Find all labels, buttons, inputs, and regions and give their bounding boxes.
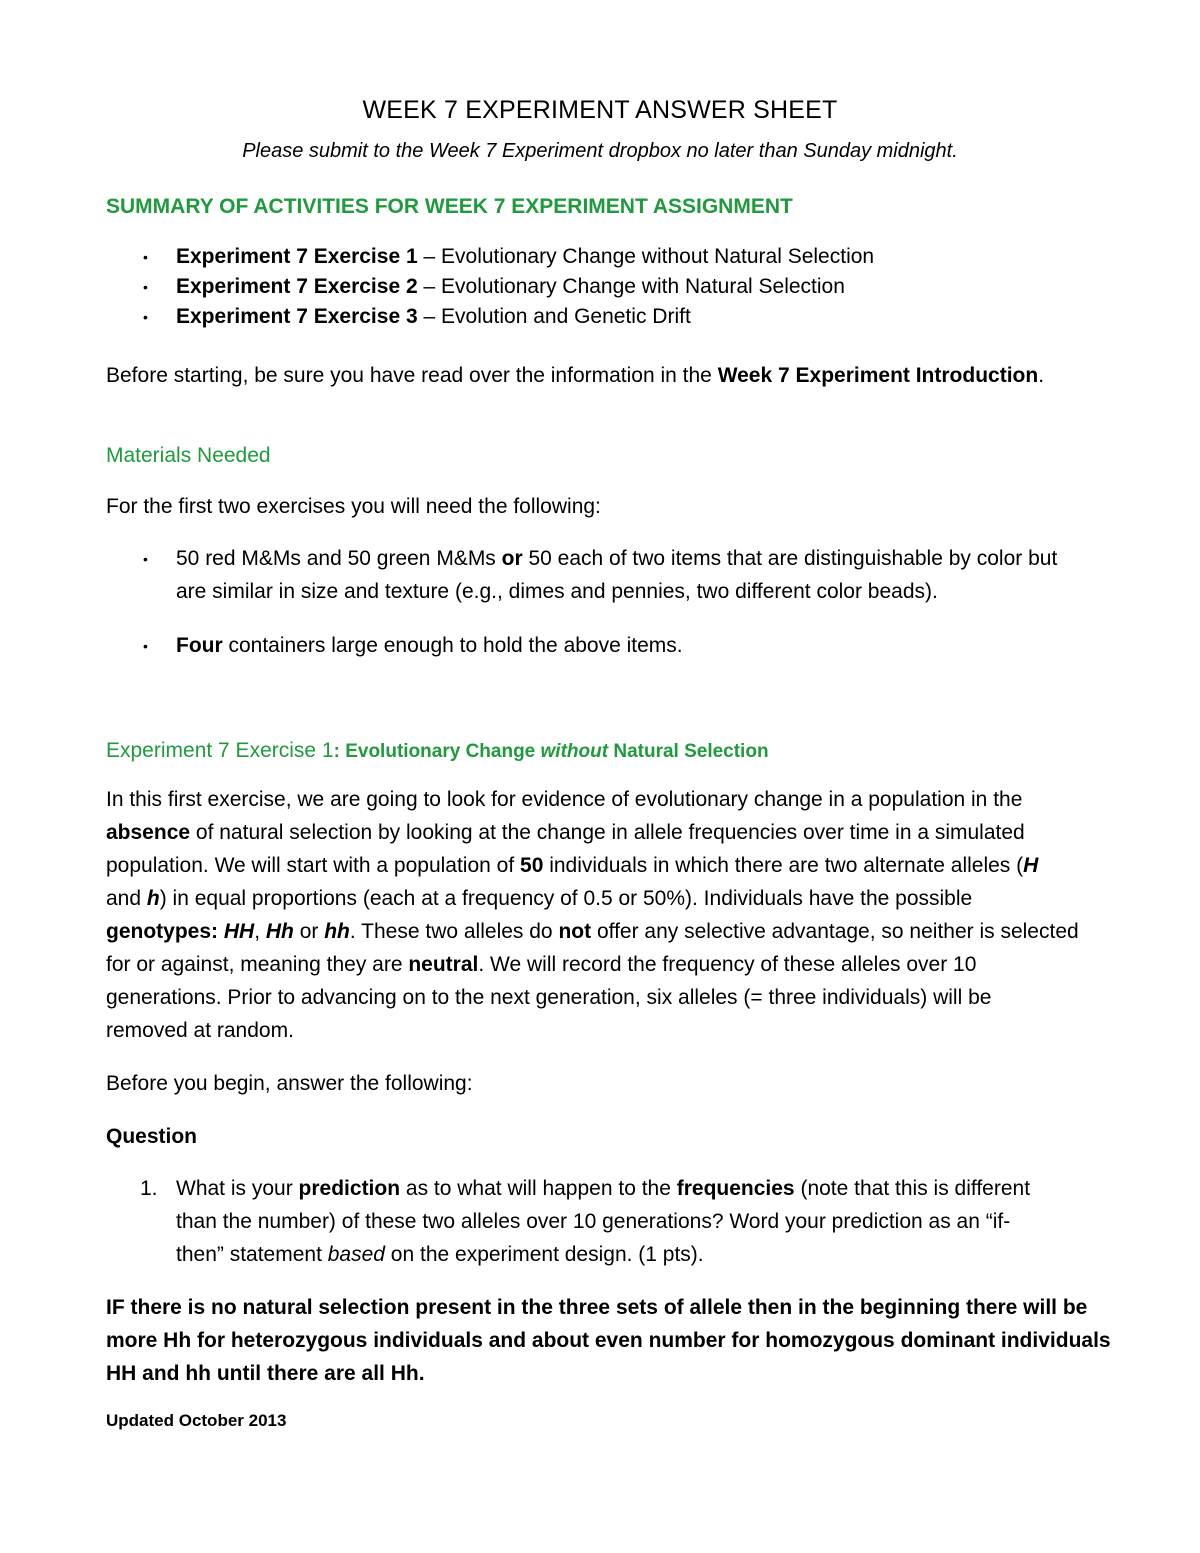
- before-starting-pre: Before starting, be sure you have read over the information in the: [106, 364, 718, 387]
- para-line-5-mid: . These two alleles do: [349, 920, 559, 943]
- para-line-4-post: ) in equal proportions (each at a frequency of 0.5 or 50%). Individuals have the possible: [159, 887, 973, 910]
- materials-item-2-bold: Four: [176, 634, 223, 657]
- summary-item-2: [176, 270, 845, 303]
- population-count: 50: [520, 854, 544, 877]
- materials-item-1-line-1: [176, 542, 1057, 575]
- materials-heading: Materials Needed: [106, 444, 271, 467]
- bullet-icon: •: [143, 309, 148, 325]
- answer-line-2: more Hh for heterozygous individuals and about even number for homozygous dominant individuals: [106, 1329, 1111, 1352]
- exercise-1-para-line-8: removed at random.: [106, 1019, 294, 1042]
- before-starting-link-text: Week 7 Experiment Introduction: [717, 364, 1039, 387]
- summary-item-1-rest: – Evolutionary Change without Natural Selection: [417, 245, 875, 268]
- neutral-bold: neutral: [408, 953, 479, 976]
- materials-item-1-or: or: [501, 547, 523, 570]
- summary-item-3-bold: Experiment 7 Exercise 3: [176, 305, 418, 328]
- question-1-line-1: [176, 1172, 1030, 1205]
- genotype-or: or: [293, 920, 325, 943]
- para-line-3-pre: population. We will start with a population of: [106, 854, 521, 877]
- page-subtitle: Please submit to the Week 7 Experiment dropbox no later than Sunday midnight.: [242, 140, 958, 162]
- q1-frequencies: frequencies: [676, 1177, 795, 1200]
- exercise-1-para-line-5: [106, 915, 1079, 948]
- para-line-4-pre: and: [106, 887, 147, 910]
- bullet-icon: •: [143, 249, 148, 265]
- question-label: Question: [106, 1125, 198, 1148]
- materials-item-1-post: 50 each of two items that are distinguishable by color but: [522, 547, 1058, 570]
- q1-prediction: prediction: [298, 1177, 401, 1200]
- question-1-line-3: [176, 1238, 704, 1271]
- bullet-icon: •: [143, 279, 148, 295]
- exercise-1-para-line-4: [106, 882, 972, 915]
- materials-item-1-line-2: are similar in size and texture (e.g., dimes and pennies, two different color beads).: [176, 580, 938, 603]
- summary-heading: SUMMARY OF ACTIVITIES FOR WEEK 7 EXPERIMENT ASSIGNMENT: [106, 195, 793, 218]
- q1-l3-post: on the experiment design. (1 pts).: [384, 1243, 704, 1266]
- summary-item-3-rest: – Evolution and Genetic Drift: [417, 305, 691, 328]
- question-1-line-2: than the number) of these two alleles over 10 generations? Word your prediction as an “if-: [176, 1210, 1011, 1233]
- exercise-1-para-line-1: In this first exercise, we are going to look for evidence of evolutionary change in a population in the: [106, 788, 1023, 811]
- exercise-1-para-line-3: [106, 849, 1038, 882]
- materials-item-1-pre: 50 red M&Ms and 50 green M&Ms: [176, 547, 502, 570]
- q1-based: based: [327, 1243, 385, 1266]
- summary-item-1: [176, 240, 874, 273]
- before-begin-text: Before you begin, answer the following:: [106, 1072, 473, 1095]
- question-number: 1.: [140, 1177, 158, 1200]
- genotype-sep: ,: [254, 920, 266, 943]
- para-line-2-rest: of natural selection by looking at the change in allele frequencies over time in a simulated: [190, 821, 1025, 844]
- genotype-HH: HH: [223, 920, 255, 943]
- exercise-1-heading-italic: without: [540, 741, 609, 762]
- para-line-5-post: offer any selective advantage, so neither is selected: [591, 920, 1079, 943]
- before-starting-text: [106, 359, 1044, 392]
- para-line-3-post: individuals in which there are two alternate alleles (: [543, 854, 1024, 877]
- not-bold: not: [558, 920, 592, 943]
- footer-updated: Updated October 2013: [106, 1411, 287, 1430]
- exercise-1-heading: [106, 739, 769, 763]
- allele-H: H: [1023, 854, 1039, 877]
- exercise-1-heading-b: : Evolutionary Change: [333, 741, 541, 762]
- bullet-icon: •: [143, 638, 148, 654]
- exercise-1-heading-c: Natural Selection: [608, 741, 769, 762]
- materials-intro: For the first two exercises you will need the following:: [106, 495, 601, 518]
- para-line-6-post: . We will record the frequency of these alleles over 10: [478, 953, 977, 976]
- page-title: WEEK 7 EXPERIMENT ANSWER SHEET: [362, 96, 838, 124]
- bullet-icon: •: [143, 551, 148, 567]
- summary-item-1-bold: Experiment 7 Exercise 1: [176, 245, 418, 268]
- summary-item-2-rest: – Evolutionary Change with Natural Selection: [417, 275, 845, 298]
- answer-line-1: IF there is no natural selection present in the three sets of allele then in the beginning there will be: [106, 1296, 1088, 1319]
- allele-h: h: [146, 887, 160, 910]
- exercise-1-para-line-6: [106, 948, 976, 981]
- exercise-1-para-line-7: generations. Prior to advancing on to the next generation, six alleles (= three individuals) will be: [106, 986, 992, 1009]
- summary-item-3: [176, 300, 691, 333]
- para-line-6-pre: for or against, meaning they are: [106, 953, 409, 976]
- genotypes-label: genotypes:: [106, 920, 219, 943]
- materials-item-2: [176, 629, 683, 662]
- q1-mid: as to what will happen to the: [400, 1177, 677, 1200]
- answer-line-3: HH and hh until there are all Hh.: [106, 1362, 425, 1385]
- summary-item-2-bold: Experiment 7 Exercise 2: [176, 275, 418, 298]
- genotype-hh: hh: [324, 920, 350, 943]
- genotype-Hh: Hh: [265, 920, 294, 943]
- before-starting-post: .: [1038, 364, 1045, 387]
- absence-bold: absence: [106, 821, 191, 844]
- exercise-1-para-line-2: [106, 816, 1025, 849]
- materials-item-2-rest: containers large enough to hold the above items.: [222, 634, 683, 657]
- exercise-1-heading-a: Experiment 7 Exercise 1: [106, 739, 334, 762]
- q1-post: (note that this is different: [794, 1177, 1031, 1200]
- q1-pre: What is your: [176, 1177, 299, 1200]
- q1-l3-pre: then” statement: [176, 1243, 328, 1266]
